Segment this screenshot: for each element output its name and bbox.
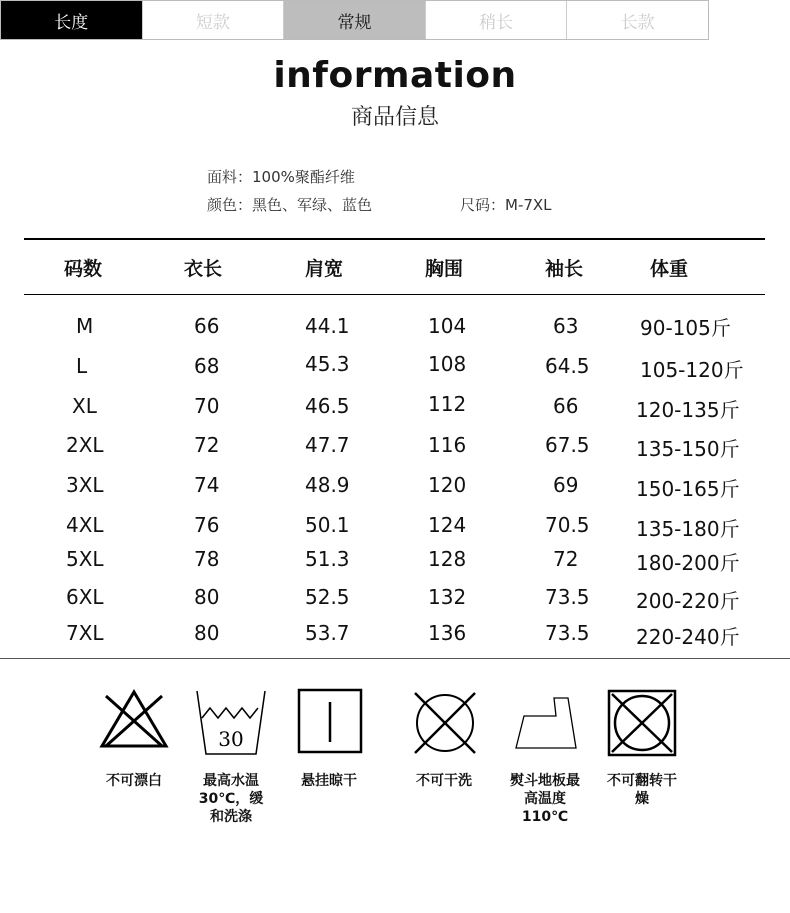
table-cell: 135-180斤 bbox=[636, 517, 740, 541]
table-cell: XL bbox=[72, 394, 97, 418]
wash-30-icon bbox=[194, 688, 268, 758]
no-bleach-label: 不可漂白 bbox=[106, 773, 162, 789]
table-cell: 105-120斤 bbox=[640, 358, 744, 382]
no-dry-clean-label: 不可干洗 bbox=[416, 773, 472, 789]
header-chest: 胸围 bbox=[425, 258, 464, 280]
table-cell: 73.5 bbox=[545, 585, 590, 609]
hang-dry-icon bbox=[297, 688, 365, 756]
iron-label-line2: 高温度 bbox=[524, 791, 566, 807]
table-cell: 48.9 bbox=[305, 473, 350, 497]
iron-label-line3: 110℃ bbox=[521, 809, 569, 825]
table-cell: 74 bbox=[194, 473, 220, 497]
fit-option-short: 短款 bbox=[143, 1, 285, 39]
table-cell: 53.7 bbox=[305, 621, 350, 645]
table-cell: 69 bbox=[553, 473, 579, 497]
iron-label bbox=[500, 772, 590, 826]
fit-label-length: 长度 bbox=[1, 1, 143, 39]
table-cell: 64.5 bbox=[545, 354, 590, 378]
table-cell: 180-200斤 bbox=[636, 551, 740, 575]
table-cell: 132 bbox=[428, 585, 467, 609]
table-cell: 72 bbox=[553, 547, 579, 571]
table-cell: 124 bbox=[428, 513, 467, 537]
wash-label-line2: 30℃，缓 bbox=[198, 791, 264, 807]
table-cell: 4XL bbox=[66, 513, 104, 537]
sizes-info: 尺码：M-7XL bbox=[460, 196, 552, 214]
table-cell: 67.5 bbox=[545, 433, 590, 457]
table-cell: 44.1 bbox=[305, 314, 350, 338]
no-bleach-icon bbox=[98, 688, 170, 750]
colors-info: 颜色：黑色、军绿、蓝色 bbox=[207, 196, 373, 214]
iron-icon bbox=[510, 694, 580, 754]
table-cell: M bbox=[76, 314, 94, 338]
table-cell: 63 bbox=[553, 314, 579, 338]
table-cell: 112 bbox=[428, 392, 467, 416]
no-tumble-dry-label bbox=[597, 772, 687, 808]
header-sleeve: 袖长 bbox=[545, 258, 584, 280]
no-tumble-label-line1: 不可翻转干 bbox=[607, 773, 677, 789]
table-cell: 72 bbox=[194, 433, 220, 457]
table-cell: 116 bbox=[428, 433, 467, 457]
table-cell: L bbox=[76, 354, 88, 378]
no-dry-clean-icon bbox=[410, 690, 480, 756]
no-tumble-dry-icon bbox=[606, 688, 678, 758]
iron-label-line1: 熨斗地板最 bbox=[510, 773, 580, 789]
table-cell: 5XL bbox=[66, 547, 104, 571]
table-cell: 135-150斤 bbox=[636, 437, 740, 461]
table-cell: 120 bbox=[428, 473, 467, 497]
wash-label bbox=[186, 772, 276, 826]
table-cell: 68 bbox=[194, 354, 220, 378]
wash-temp-number: 30 bbox=[218, 727, 244, 751]
fit-option-slightly-long: 稍长 bbox=[426, 1, 568, 39]
header-weight: 体重 bbox=[650, 258, 689, 280]
table-cell: 78 bbox=[194, 547, 220, 571]
header-size: 码数 bbox=[64, 258, 103, 280]
fabric-info: 面料：100%聚酯纤维 bbox=[207, 168, 355, 186]
table-cell: 128 bbox=[428, 547, 467, 571]
table-cell: 3XL bbox=[66, 473, 104, 497]
table-cell: 136 bbox=[428, 621, 467, 645]
table-cell: 66 bbox=[194, 314, 220, 338]
table-cell: 70 bbox=[194, 394, 220, 418]
table-header-divider bbox=[24, 294, 765, 295]
wash-label-line1: 最高水温 bbox=[203, 773, 259, 789]
table-cell: 7XL bbox=[66, 621, 104, 645]
table-cell: 80 bbox=[194, 621, 220, 645]
table-cell: 50.1 bbox=[305, 513, 350, 537]
table-cell: 120-135斤 bbox=[636, 398, 740, 422]
table-cell: 90-105斤 bbox=[640, 316, 731, 340]
table-cell: 47.7 bbox=[305, 433, 350, 457]
table-cell: 45.3 bbox=[305, 352, 350, 376]
table-cell: 51.3 bbox=[305, 547, 350, 571]
length-fit-bar bbox=[0, 0, 709, 40]
page-title: information bbox=[273, 55, 517, 96]
header-shoulder: 肩宽 bbox=[305, 258, 344, 280]
table-cell: 73.5 bbox=[545, 621, 590, 645]
table-cell: 200-220斤 bbox=[636, 589, 740, 613]
table-cell: 220-240斤 bbox=[636, 625, 740, 649]
table-cell: 66 bbox=[553, 394, 579, 418]
table-cell: 104 bbox=[428, 314, 467, 338]
table-cell: 70.5 bbox=[545, 513, 590, 537]
table-cell: 46.5 bbox=[305, 394, 350, 418]
table-cell: 2XL bbox=[66, 433, 104, 457]
header-length: 衣长 bbox=[184, 258, 223, 280]
table-cell: 52.5 bbox=[305, 585, 350, 609]
no-tumble-label-line2: 燥 bbox=[635, 791, 649, 807]
hang-dry-label: 悬挂晾干 bbox=[301, 773, 357, 789]
page-subtitle: 商品信息 bbox=[350, 105, 439, 130]
table-cell: 150-165斤 bbox=[636, 477, 740, 501]
fit-option-long: 长款 bbox=[567, 1, 708, 39]
table-cell: 108 bbox=[428, 352, 467, 376]
fit-option-regular: 常规 bbox=[284, 1, 426, 39]
table-cell: 6XL bbox=[66, 585, 104, 609]
wash-label-line3: 和洗涤 bbox=[210, 809, 252, 825]
table-cell: 76 bbox=[194, 513, 220, 537]
care-section-divider bbox=[0, 658, 790, 659]
table-cell: 80 bbox=[194, 585, 220, 609]
table-top-divider bbox=[24, 238, 765, 240]
